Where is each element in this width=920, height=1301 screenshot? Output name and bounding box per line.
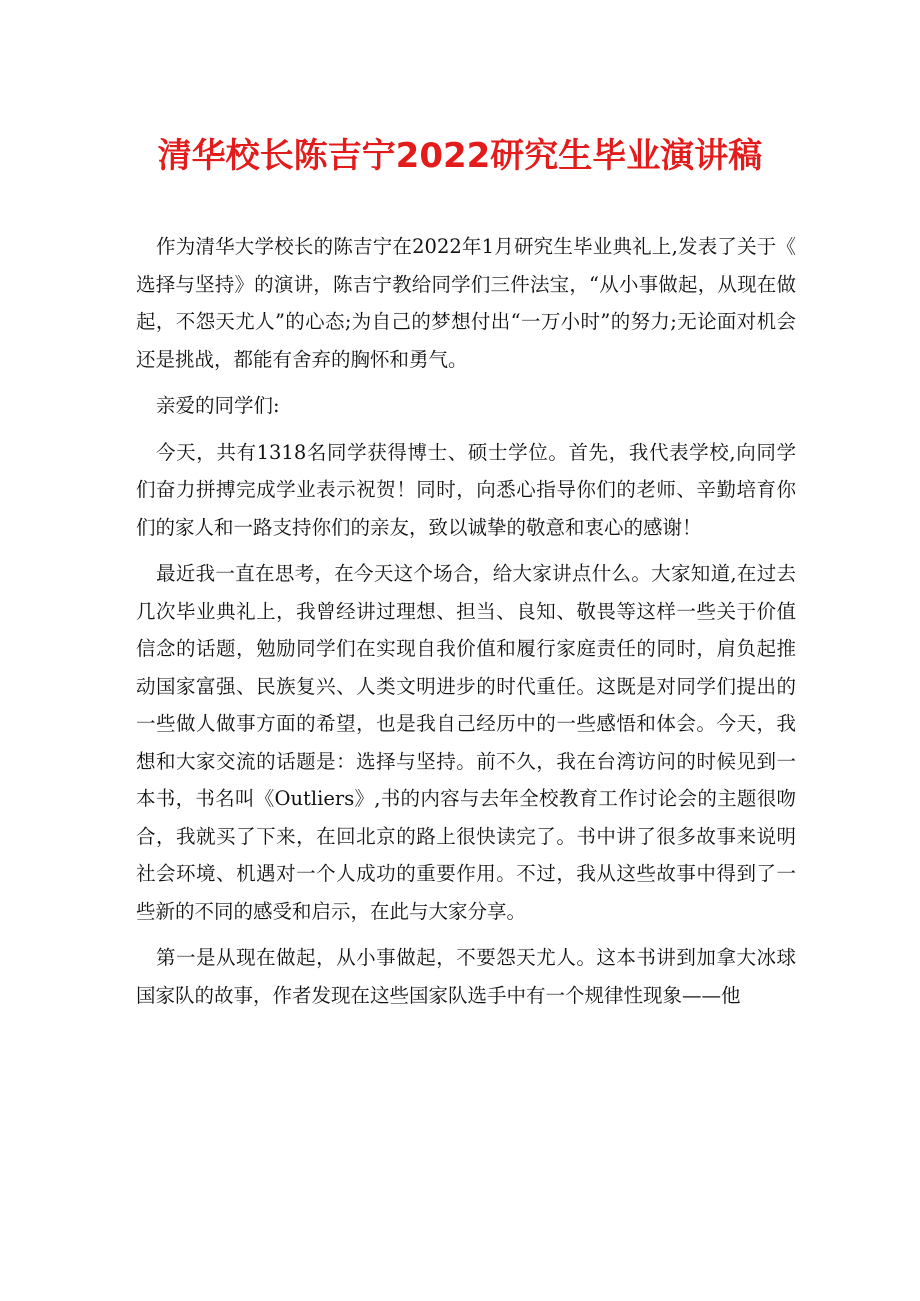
paragraph-intro: 作为清华大学校长的陈吉宁在2022年1月研究生毕业典礼上,发表了关于《选择与坚持》的演讲，陈吉宁教给同学们三件法宝，“从小事做起，从现在做起，不怨天尤人”的心态;为自己的梦想付出“一万小时”的努力;无论面对机会还是挑战，都能有舍弃的胸怀和勇气。 xyxy=(136,235,796,371)
paragraph-first-point: 第一是从现在做起，从小事做起，不要怨天尤人。这本书讲到加拿大冰球国家队的故事，作者发现在这些国家队选手中有一个规律性现象——他 xyxy=(136,946,796,1007)
paragraph-topic: 最近我一直在思考，在今天这个场合，给大家讲点什么。大家知道,在过去几次毕业典礼上，我曾经讲过理想、担当、良知、敬畏等这样一些关于价值信念的话题，勉励同学们在实现自我价值和履行家庭责任的同时，肩负起推动国家富强、民族复兴、人类文明进步的时代重任。这既是对同学们提出的一些做人做事方面的希望，也是我自己经历中的一些感悟和体会。今天，我想和大家交流的话题是：选择与坚持。前不久，我在台湾访问的时候见到一本书，书名叫《Outliers》,书的内容与去年全校教育工作讨论会的主题很吻合，我就买了下来，在回北京的路上很快读完了。书中讲了很多故事来说明社会环境、机遇对一个人成功的重要作用。不过，我从这些故事中得到了一些新的不同的感受和启示，在此与大家分享。 xyxy=(136,562,796,923)
document-title: 清华校长陈吉宁2022研究生毕业演讲稿 xyxy=(157,136,763,176)
paragraph-congratulations: 今天，共有1318名同学获得博士、硕士学位。首先，我代表学校,向同学们奋力拼搏完成学业表示祝贺！同时，向悉心指导你们的老师、辛勤培育你们的家人和一路支持你们的亲友，致以诚挚的敬意和衷心的感谢！ xyxy=(136,440,796,539)
document-body xyxy=(136,228,796,1014)
paragraph-salutation: 亲爱的同学们: xyxy=(156,394,280,417)
